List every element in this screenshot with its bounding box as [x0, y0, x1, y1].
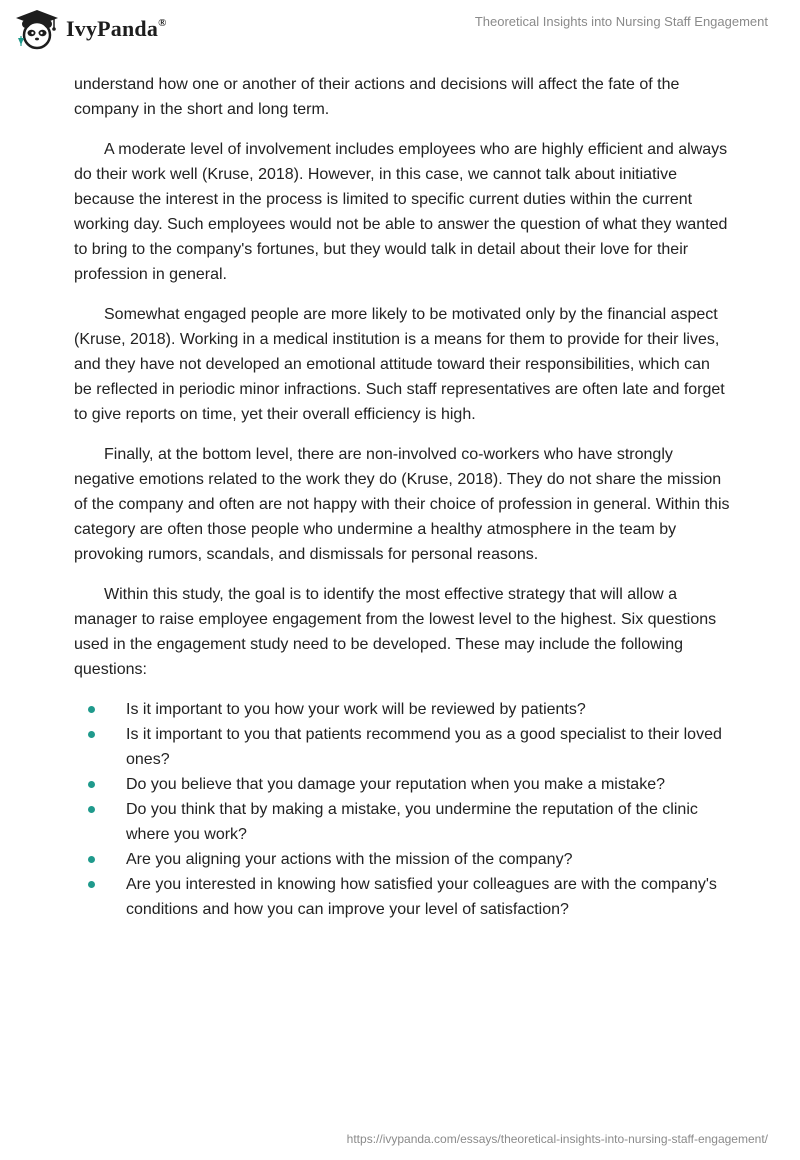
document-body — [74, 72, 730, 922]
bullet-dot-icon — [88, 781, 95, 788]
question-text: Do you believe that you damage your reputation when you make a mistake? — [126, 776, 665, 793]
bullet-dot-icon — [88, 881, 95, 888]
question-text: Are you aligning your actions with the mission of the company? — [126, 851, 573, 868]
question-text: Is it important to you how your work will be reviewed by patients? — [126, 701, 586, 718]
list-item — [74, 847, 730, 872]
document-title: Theoretical Insights into Nursing Staff Engagement — [474, 14, 768, 29]
bullet-dot-icon — [88, 806, 95, 813]
paragraph-moderate-involvement: A moderate level of involvement includes employees who are highly efficient and always do their work well (Kruse, 2018). However, in this case, we cannot talk about initiative because the interest in the process is limited to specific current duties within the current working day. Such employees would not be able to answer the question of what they wanted to bring to the company's fortunes, but they would talk in detail about their love for their profession in general. — [74, 141, 728, 283]
paragraph-somewhat-engaged: Somewhat engaged people are more likely to be motivated only by the financial aspect (Kruse, 2018). Working in a medical institution is a means for them to provide for their lives, and they have not developed an emotional attitude toward their responsibilities, which can be reflected in periodic minor infractions. Such staff representatives are often late and forget to give reports on time, yet their overall efficiency is high. — [74, 306, 725, 423]
page-header — [0, 0, 800, 64]
list-item — [74, 722, 730, 772]
question-text: Are you interested in knowing how satisfied your colleagues are with the company's conditions and how you can improve your level of satisfaction? — [126, 876, 717, 918]
list-item — [74, 772, 730, 797]
question-text: Do you think that by making a mistake, you undermine the reputation of the clinic where you work? — [126, 801, 698, 843]
paragraph-continued: understand how one or another of their actions and decisions will affect the fate of the company in the short and long term. — [74, 76, 680, 118]
bullet-dot-icon — [88, 731, 95, 738]
bullet-dot-icon — [88, 856, 95, 863]
list-item — [74, 697, 730, 722]
paragraph-non-involved: Finally, at the bottom level, there are non-involved co-workers who have strongly negative emotions related to the work they do (Kruse, 2018). They do not share the mission of the company and often are not happy with their choice of profession in general. Within this category are often those people who undermine a healthy atmosphere in the team by provoking rumors, scandals, and dismissals for personal reasons. — [74, 446, 730, 563]
panda-graduate-icon — [14, 8, 60, 50]
paragraph-study-goal: Within this study, the goal is to identify the most effective strategy that will allow a manager to raise employee engagement from the lowest level to the highest. Six questions used in the engagement study need to be developed. These may include the following questions: — [74, 586, 717, 678]
brand-logo[interactable] — [14, 8, 167, 50]
list-item — [74, 797, 730, 847]
list-item — [74, 872, 730, 922]
question-list — [74, 697, 730, 922]
source-url[interactable]: https://ivypanda.com/essays/theoretical-insights-into-nursing-staff-engagement/ — [346, 1132, 768, 1146]
bullet-dot-icon — [88, 706, 95, 713]
brand-name: IvyPanda® — [66, 16, 167, 41]
question-text: Is it important to you that patients recommend you as a good specialist to their loved ones? — [126, 726, 722, 768]
